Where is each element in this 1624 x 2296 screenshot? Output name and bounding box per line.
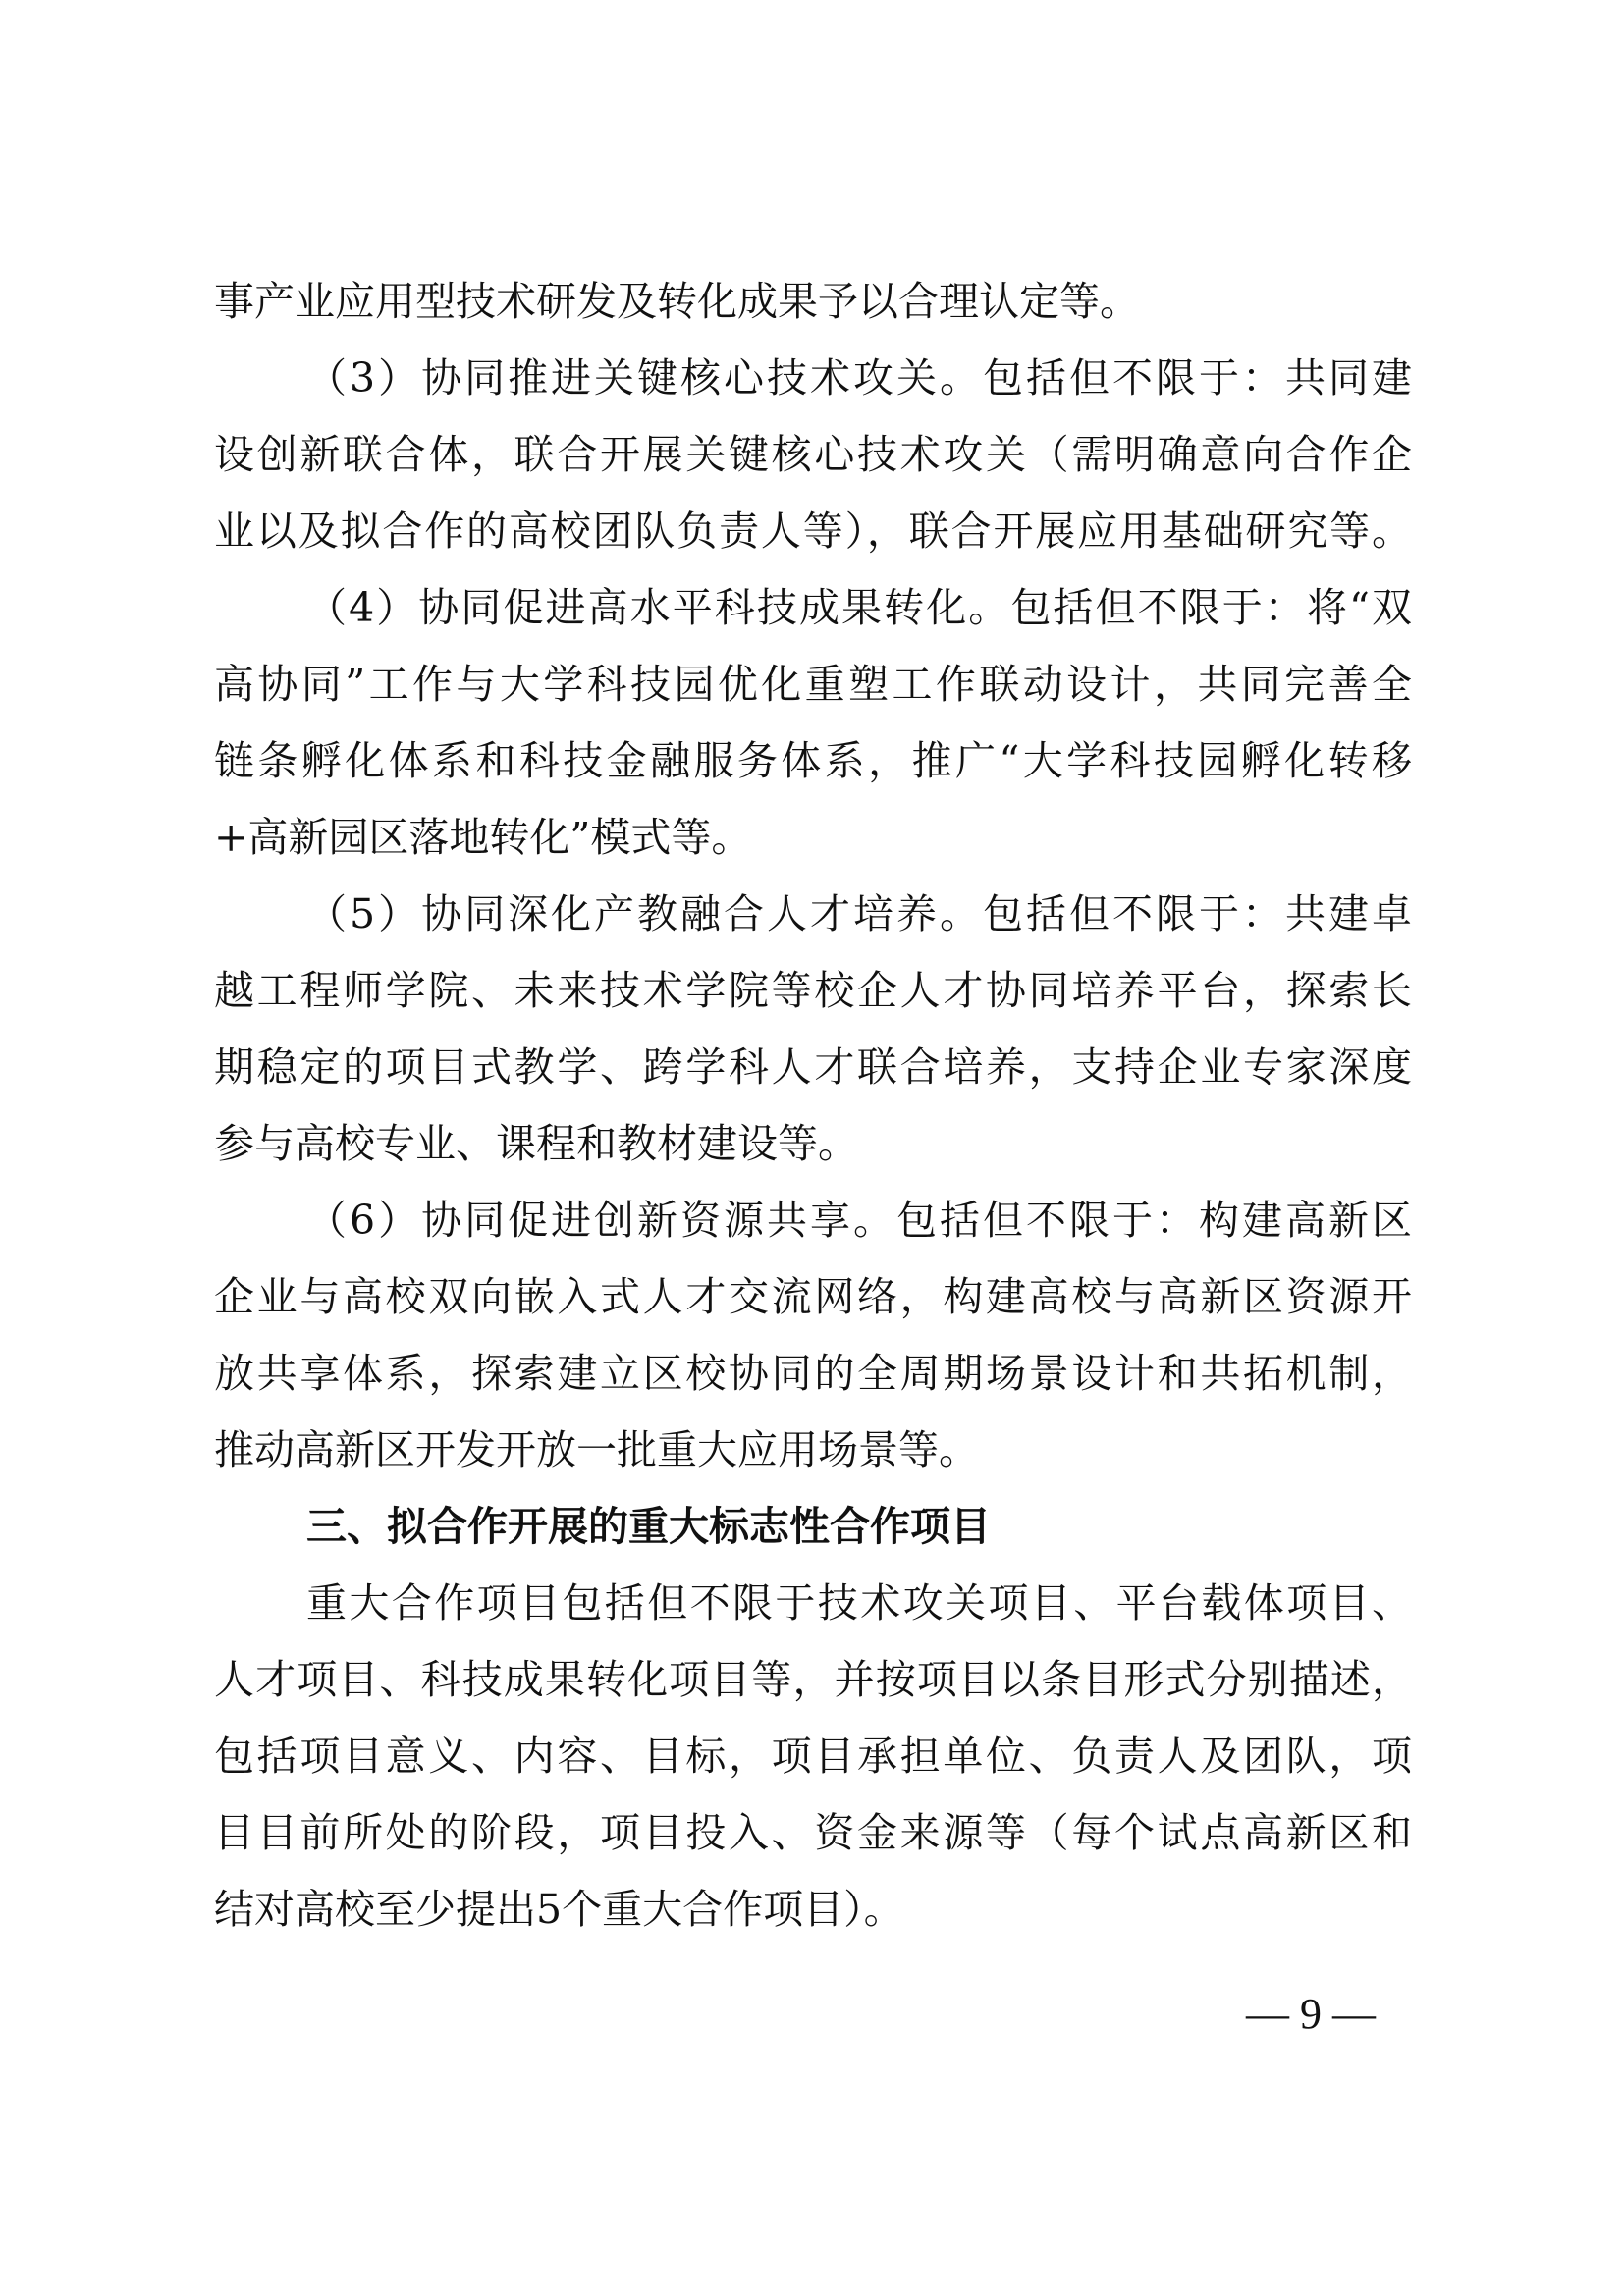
section-3-line: 设创新联合体，联合开展关键核心技术攻关（需明确意向合作企 <box>214 431 1412 478</box>
section-heading: 三、拟合作开展的重大标志性合作项目 <box>306 1503 991 1550</box>
section-6-line: 推动高新区开发开放一批重大应用场景等。 <box>214 1426 979 1473</box>
section-4-line: （4）协同促进高水平科技成果转化。包括但不限于：将“双 <box>306 584 1412 631</box>
page-number: — 9 — <box>1246 1990 1376 2038</box>
section-5-line: 越工程师学院、未来技术学院等校企人才协同培养平台，探索长 <box>214 967 1412 1014</box>
projects-paragraph-line: 人才项目、科技成果转化项目等，并按项目以条目形式分别描述， <box>214 1656 1412 1703</box>
projects-paragraph-line: 重大合作项目包括但不限于技术攻关项目、平台载体项目、 <box>306 1579 1412 1627</box>
section-4-line: +高新园区落地转化”模式等。 <box>214 814 752 861</box>
section-5-line: （5）协同深化产教融合人才培养。包括但不限于：共建卓 <box>306 890 1412 937</box>
projects-paragraph-line: 目目前所处的阶段，项目投入、资金来源等（每个试点高新区和 <box>214 1809 1412 1856</box>
projects-paragraph-line: 结对高校至少提出5个重大合作项目）。 <box>214 1886 904 1933</box>
section-4-line: 链条孵化体系和科技金融服务体系，推广“大学科技园孵化转移 <box>214 737 1412 784</box>
section-5-line: 期稳定的项目式教学、跨学科人才联合培养，支持企业专家深度 <box>214 1043 1412 1091</box>
section-6-line: （6）协同促进创新资源共享。包括但不限于：构建高新区 <box>306 1197 1412 1244</box>
projects-paragraph-line: 包括项目意义、内容、目标，项目承担单位、负责人及团队，项 <box>214 1733 1412 1780</box>
section-3-line: 业以及拟合作的高校团队负责人等），联合开展应用基础研究等。 <box>214 507 1412 555</box>
section-6-line: 放共享体系，探索建立区校协同的全周期场景设计和共拓机制， <box>214 1350 1412 1397</box>
section-6-line: 企业与高校双向嵌入式人才交流网络，构建高校与高新区资源开 <box>214 1273 1412 1320</box>
section-5-line: 参与高校专业、课程和教材建设等。 <box>214 1120 858 1167</box>
section-4-line: 高协同”工作与大学科技园优化重塑工作联动设计，共同完善全 <box>214 661 1412 708</box>
section-3-line: （3）协同推进关键核心技术攻关。包括但不限于：共同建 <box>306 354 1412 401</box>
body-line: 事产业应用型技术研发及转化成果予以合理认定等。 <box>214 278 1140 325</box>
